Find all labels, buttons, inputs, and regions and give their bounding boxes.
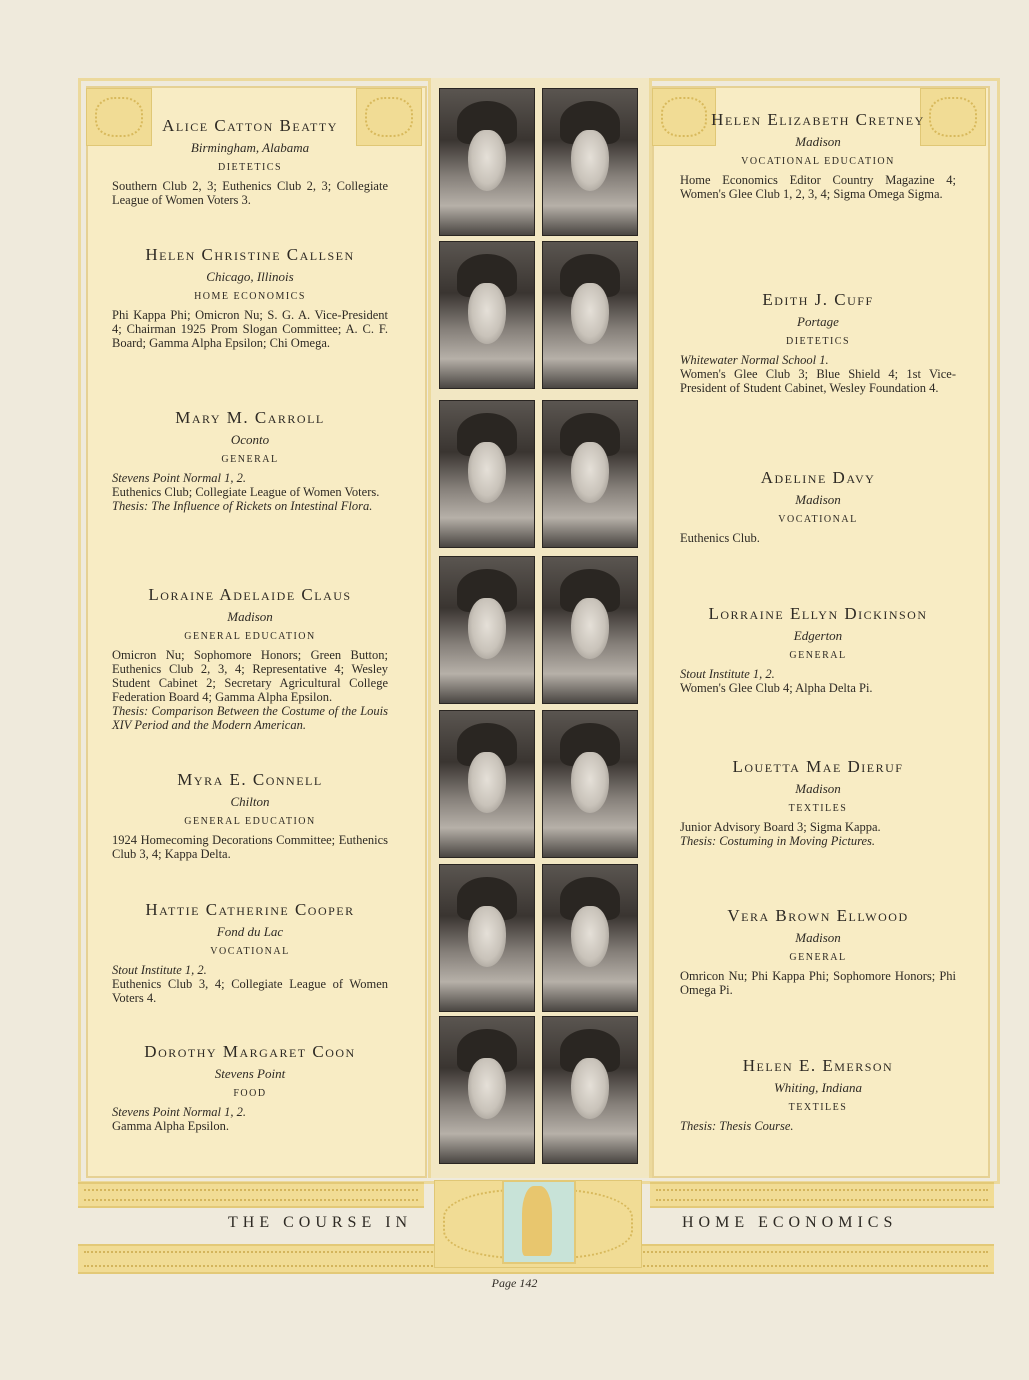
activity-line: Women's Glee Club 4; Alpha Delta Pi.: [680, 681, 873, 695]
student-department: DIETETICS: [217, 162, 283, 173]
portrait-face: [468, 442, 506, 503]
student-portrait: [439, 1016, 535, 1164]
activity-line: Omicron Nu; Sophomore Honors; Green Button; Euthenics Club 2, 3, 4; Representative 4; Wesley Student Cabinet 2; Secretary Agricultural College Federation Board 4; Gamma Alpha Epsilon.: [112, 648, 388, 704]
student-portrait: [542, 556, 638, 704]
student-activities: [680, 531, 956, 545]
student-name: Dorothy Margaret Coon: [144, 1042, 356, 1061]
student-portrait: [439, 241, 535, 389]
right-entry-5: [680, 757, 956, 848]
student-name: Helen Christine Callsen: [145, 245, 355, 264]
student-department: TEXTILES: [788, 803, 848, 814]
student-activities: [680, 667, 956, 695]
student-portrait: [542, 88, 638, 236]
right-entry-7: [680, 1056, 956, 1133]
student-department: GENERAL EDUCATION: [184, 816, 316, 827]
student-activities: [112, 648, 388, 732]
portrait-face: [571, 442, 609, 503]
ornament-band-upper-right: [650, 1182, 994, 1208]
portrait-face: [468, 283, 506, 344]
student-portrait: [439, 864, 535, 1012]
left-entry-3: [112, 408, 388, 513]
left-entry-2: [112, 245, 388, 350]
student-name: Lorraine Ellyn Dickinson: [708, 604, 928, 623]
portrait-face: [468, 130, 506, 191]
activity-line: Stevens Point Normal 1, 2.: [112, 1105, 247, 1119]
student-hometown: Portage: [797, 314, 839, 329]
student-department: TEXTILES: [788, 1102, 848, 1113]
activity-line: Phi Kappa Phi; Omicron Nu; S. G. A. Vice-President 4; Chairman 1925 Prom Slogan Committee; A. C. F. Board; Gamma Alpha Epsilon; Chi Omega.: [112, 308, 388, 350]
student-name: Helen Elizabeth Cretney: [711, 110, 925, 129]
student-portrait: [439, 400, 535, 548]
student-department: VOCATIONAL: [778, 514, 858, 525]
student-hometown: Oconto: [230, 432, 270, 447]
activity-line: Home Economics Editor Country Magazine 4; Women's Glee Club 1, 2, 3, 4; Sigma Omega Sigma.: [680, 173, 956, 201]
portrait-face: [571, 752, 609, 813]
student-hometown: Edgerton: [793, 628, 843, 643]
statue-figure-icon: [522, 1186, 552, 1256]
footer-course-label: THE COURSE IN: [228, 1214, 413, 1231]
student-hometown: Fond du Lac: [216, 924, 284, 939]
student-name: Louetta Mae Dieruf: [732, 757, 904, 776]
student-hometown: Madison: [227, 609, 273, 624]
student-name: Mary M. Carroll: [175, 408, 325, 427]
student-hometown: Madison: [795, 492, 841, 507]
student-name: Adeline Davy: [760, 468, 876, 487]
student-department: GENERAL EDUCATION: [184, 631, 316, 642]
activity-line: Southern Club 2, 3; Euthenics Club 2, 3; Collegiate League of Women Voters 3.: [112, 179, 388, 207]
student-activities: [680, 820, 956, 848]
student-department: GENERAL: [221, 454, 279, 465]
thesis-line: Thesis: Comparison Between the Costume of the Louis XIV Period and the Modern American.: [112, 704, 388, 732]
student-name: Vera Brown Ellwood: [727, 906, 909, 925]
activity-line: Omricon Nu; Phi Kappa Phi; Sophomore Honors; Phi Omega Pi.: [680, 969, 956, 997]
activity-line: Euthenics Club.: [680, 531, 760, 545]
student-department: HOME ECONOMICS: [194, 291, 306, 302]
thesis-line: Thesis: Thesis Course.: [680, 1119, 794, 1133]
student-portrait: [542, 710, 638, 858]
portrait-face: [468, 1058, 506, 1119]
portrait-face: [571, 598, 609, 659]
student-hometown: Birmingham, Alabama: [190, 140, 310, 155]
left-entry-4: [112, 585, 388, 732]
right-entry-4: [680, 604, 956, 695]
student-hometown: Whiting, Indiana: [773, 1080, 863, 1095]
activity-line: Stout Institute 1, 2.: [112, 963, 207, 977]
student-department: FOOD: [233, 1088, 267, 1099]
student-name: Myra E. Connell: [177, 770, 323, 789]
student-department: GENERAL: [789, 952, 847, 963]
student-portrait: [542, 864, 638, 1012]
student-activities: [112, 1105, 388, 1133]
portrait-face: [571, 906, 609, 967]
student-activities: [112, 963, 388, 1005]
student-department: GENERAL: [789, 650, 847, 661]
portrait-face: [571, 1058, 609, 1119]
student-activities: [680, 1119, 956, 1133]
student-department: VOCATIONAL: [210, 946, 290, 957]
student-name: Helen E. Emerson: [742, 1056, 894, 1075]
student-name: Loraine Adelaide Claus: [148, 585, 352, 604]
student-department: DIETETICS: [785, 336, 851, 347]
student-activities: [112, 471, 388, 513]
right-entry-6: [680, 906, 956, 997]
activity-line: Stout Institute 1, 2.: [680, 667, 775, 681]
thesis-line: Thesis: Costuming in Moving Pictures.: [680, 834, 876, 848]
activity-line: Stevens Point Normal 1, 2.: [112, 471, 247, 485]
activity-line: Euthenics Club; Collegiate League of Women Voters.: [112, 485, 380, 499]
student-activities: [680, 969, 956, 997]
page-number: Page 142: [491, 1276, 538, 1290]
right-entry-2: [680, 290, 956, 395]
student-activities: [112, 308, 388, 350]
student-hometown: Madison: [795, 930, 841, 945]
student-portrait: [542, 1016, 638, 1164]
student-department: VOCATIONAL EDUCATION: [741, 156, 895, 167]
left-entry-1: [112, 116, 388, 207]
student-activities: [112, 179, 388, 207]
activity-line: Women's Glee Club 3; Blue Shield 4; 1st Vice-President of Student Cabinet, Wesley Foundation 4.: [680, 367, 956, 395]
student-hometown: Chilton: [230, 794, 270, 809]
student-hometown: Stevens Point: [214, 1066, 286, 1081]
left-entry-6: [112, 900, 388, 1005]
left-entry-7: [112, 1042, 388, 1133]
student-portrait: [439, 88, 535, 236]
activity-line: Whitewater Normal School 1.: [680, 353, 829, 367]
student-hometown: Madison: [795, 781, 841, 796]
student-hometown: Madison: [795, 134, 841, 149]
student-activities: [112, 833, 388, 861]
portrait-face: [468, 752, 506, 813]
student-portrait: [439, 556, 535, 704]
portrait-face: [571, 283, 609, 344]
student-portrait: [439, 710, 535, 858]
left-entry-5: [112, 770, 388, 861]
student-activities: [680, 353, 956, 395]
footer-subject-label: HOME ECONOMICS: [682, 1214, 898, 1231]
activity-line: Gamma Alpha Epsilon.: [112, 1119, 229, 1133]
right-entry-3: [680, 468, 956, 545]
student-name: Alice Catton Beatty: [162, 116, 338, 135]
right-entry-1: [680, 110, 956, 201]
student-name: Hattie Catherine Cooper: [145, 900, 355, 919]
student-activities: [680, 173, 956, 201]
activity-line: Euthenics Club 3, 4; Collegiate League of Women Voters 4.: [112, 977, 388, 1005]
student-hometown: Chicago, Illinois: [206, 269, 294, 284]
ornament-band-upper-left: [78, 1182, 424, 1208]
student-portrait: [542, 241, 638, 389]
student-name: Edith J. Cuff: [762, 290, 874, 309]
activity-line: Junior Advisory Board 3; Sigma Kappa.: [680, 820, 881, 834]
portrait-face: [571, 130, 609, 191]
activity-line: 1924 Homecoming Decorations Committee; Euthenics Club 3, 4; Kappa Delta.: [112, 833, 388, 861]
portrait-face: [468, 598, 506, 659]
portrait-face: [468, 906, 506, 967]
thesis-line: Thesis: The Influence of Rickets on Intestinal Flora.: [112, 499, 373, 513]
student-portrait: [542, 400, 638, 548]
